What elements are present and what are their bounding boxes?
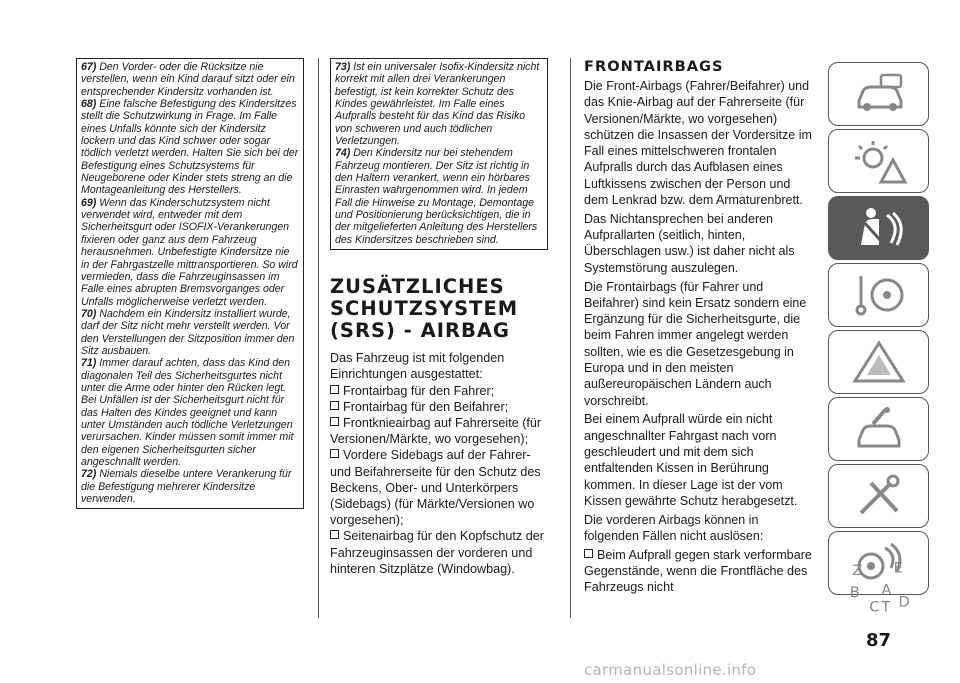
svg-text:C: C: [868, 598, 879, 614]
tab-car-dashboard[interactable]: [828, 62, 929, 126]
list-item: Seitenairbag für den Kopfschutz der Fahrzeuginsassen der vorderen und hinteren Sitzplätze (Windowbag).: [330, 529, 544, 576]
lights-warning-icon: [851, 138, 907, 184]
watermark: carmanualsonline.info: [584, 661, 757, 679]
wrench-car-icon: [851, 406, 907, 452]
alphabet-index-icon: [844, 558, 914, 614]
tab-key-steering-wheel[interactable]: [828, 263, 929, 327]
subsection-title: FRONTAIRBAGS: [584, 58, 724, 75]
svg-text:B: B: [849, 583, 860, 601]
middle-column: [330, 58, 548, 577]
svg-text:A: A: [880, 581, 891, 599]
warning-triangle-icon: [851, 339, 907, 385]
column-divider: [318, 58, 319, 618]
section-title: ZUSÄTZLICHES SCHUTZSYSTEM (SRS) - AIRBAG: [330, 275, 519, 343]
checkbox-bullet-icon: [330, 401, 339, 410]
note-70: 70) Nachdem ein Kindersitz installiert wurde, darf der Sitz nicht mehr verstellt werden. Vor den Verstellungen der Sitzposition immer den Sitz ausbauen.: [81, 307, 295, 357]
checkbox-bullet-icon: [584, 549, 593, 558]
svg-text:Z: Z: [851, 562, 862, 580]
paragraph: Die Front-Airbags (Fahrer/Beifahrer) und das Knie-Airbag auf der Fahrerseite (für Versionen/Märkte, wo vorgesehen) schützen die Insassen der Vordersitze im Fall eines mittelschweren frontalen Aufpralls durch das Aufblasen eines Luftkissens zwischen der Person und dem Lenkrad bzw. dem Armaturenbrett.: [584, 79, 812, 208]
note-73: 73) Ist ein universaler Isofix-Kindersitz nicht korrekt mit allen drei Verankerungen befestigt, ist kein korrekter Schutz des Kindes gewährleistet. Im Falle eines Aufpralls besteht für das Kind das Risiko von schweren und auch tödlichen Verletzungen.: [335, 61, 540, 148]
page-number: 87: [866, 630, 892, 651]
seatbelt-airbag-icon: [851, 205, 907, 251]
warning-notes-box-2: [330, 58, 548, 250]
tools-service-icon: [851, 473, 907, 519]
note-71: 71) Immer darauf achten, dass das Kind den diagonalen Teil des Sicherheitsgurtes nicht unter die Arme oder hinter den Rücken legt. Bei Unfällen ist der Sicherheitsgurt nicht für das Halten des Kindes geeignet und kann unter Umständen auch tödliche Verletzungen verursachen. Kinder müssen somit immer mit den eigenen Sicherheitsgurten sicher angeschnallt werden.: [81, 357, 294, 468]
note-74: 74) Den Kindersitz nur bei stehendem Fahrzeug montieren. Der Sitz ist richtig in den Haltern verankert, wenn ein hörbares Einrasten wahrgenommen wird. In jedem Fall die Hinweise zu Montage, Demontage und Positionierung berücksichtigen, die in der mitgelieferten Anleitung des Herstellers des Kindersitzes beschrieben sind.: [335, 147, 538, 246]
list-item: Vordere Sidebags auf der Fahrer- und Beifahrerseite für den Schutz des Beckens, Ober- und Unterkörpers (Sidebags) (für Märkte/Versionen wo vorgesehen);: [330, 448, 541, 528]
warning-notes-box: [76, 58, 304, 509]
right-column: [584, 58, 816, 595]
left-column: [76, 58, 304, 509]
list-item: Frontairbag für den Fahrer;: [330, 383, 548, 399]
svg-text:E: E: [893, 559, 903, 577]
checkbox-bullet-icon: [330, 530, 339, 539]
checkbox-bullet-icon: [330, 449, 339, 458]
list-item: Beim Aufprall gegen stark verformbare Gegenstände, wenn die Frontfläche des Fahrzeugs nicht: [584, 547, 812, 595]
tab-tools-service[interactable]: [828, 464, 929, 528]
note-69: 69) Wenn das Kinderschutzsystem nicht verwendet wird, entweder mit dem Sicherheitsgurt oder ISOFIX-Verankerungen fixieren oder ganz aus dem Fahrzeug herausnehmen. Unbefestigte Kindersitze nie in der Fahrgastzelle mittransportieren. So wird vermieden, dass die Fahrzeuginsassen im Falle eines abrupten Bremsvorganges oder Unfalls möglicherweise verletzt werden.: [81, 196, 298, 308]
paragraph: Das Nichtansprechen bei anderen Aufprallarten (seitlich, hinten, Überschlagen usw.) ist daher nicht als Systemstörung auszulegen.: [584, 211, 795, 275]
car-dashboard-icon: [851, 71, 907, 117]
tab-warning-triangle[interactable]: [828, 330, 929, 394]
note-68: 68) Eine falsche Befestigung des Kindersitzes stellt die Schutzwirkung in Frage. Im Falle eines Unfalls könnte sich der Kindersitz lockern und das Kind schwer oder sogar tödlich verletzt werden. Halten Sie sich bei der Befestigung eines Schutzsystems für Neugeborene oder Kinder stets streng an die Montageanleitung des Herstellers.: [81, 98, 299, 197]
tab-seatbelt-airbag[interactable]: [828, 196, 929, 260]
svg-text:D: D: [897, 593, 910, 611]
svg-text:T: T: [880, 598, 890, 614]
note-72: 72) Niemals dieselbe untere Verankerung für die Befestigung mehrerer Kindersitze verwenden.: [81, 468, 292, 506]
key-steering-wheel-icon: [851, 272, 907, 318]
checkbox-bullet-icon: [330, 417, 339, 426]
tab-alphabet-index[interactable]: [828, 554, 929, 618]
note-67: 67) Den Vorder- oder die Rücksitze nie verstellen, wenn ein Kind darauf sitzt oder ein entsprechender Kindersitz vorhanden ist.: [81, 61, 295, 98]
paragraph: Die vorderen Airbags können in folgenden Fällen nicht auslösen:: [584, 512, 764, 544]
intro-text: Das Fahrzeug ist mit folgenden Einrichtungen ausgestattet:: [330, 351, 505, 382]
tab-lights-warning[interactable]: [828, 129, 929, 193]
paragraph: Die Frontairbags (für Fahrer und Beifahrer) sind kein Ersatz sondern eine Ergänzung für die Sicherheitsgurte, die beim Fahren immer angelegt werden sollten, wie es die Gesetzesgebung in Europa und in den meisten außereuropäischen Ländern auch vorschreibt.: [584, 279, 807, 408]
tab-wrench-car[interactable]: [828, 397, 929, 461]
checkbox-bullet-icon: [330, 385, 339, 394]
list-item: Frontknieairbag auf Fahrerseite (für Versionen/Märkte, wo vorgesehen);: [330, 415, 542, 447]
list-item: Frontairbag für den Beifahrer;: [330, 399, 548, 415]
column-divider: [570, 58, 571, 618]
paragraph: Bei einem Aufprall würde ein nicht angeschnallter Fahrgast nach vorn geschleudert und mit dem sich entfaltenden Kissen in Berührung kommen. In dieser Lage ist der vom Kissen gewährte Schutz herabgesetzt.: [584, 412, 798, 508]
